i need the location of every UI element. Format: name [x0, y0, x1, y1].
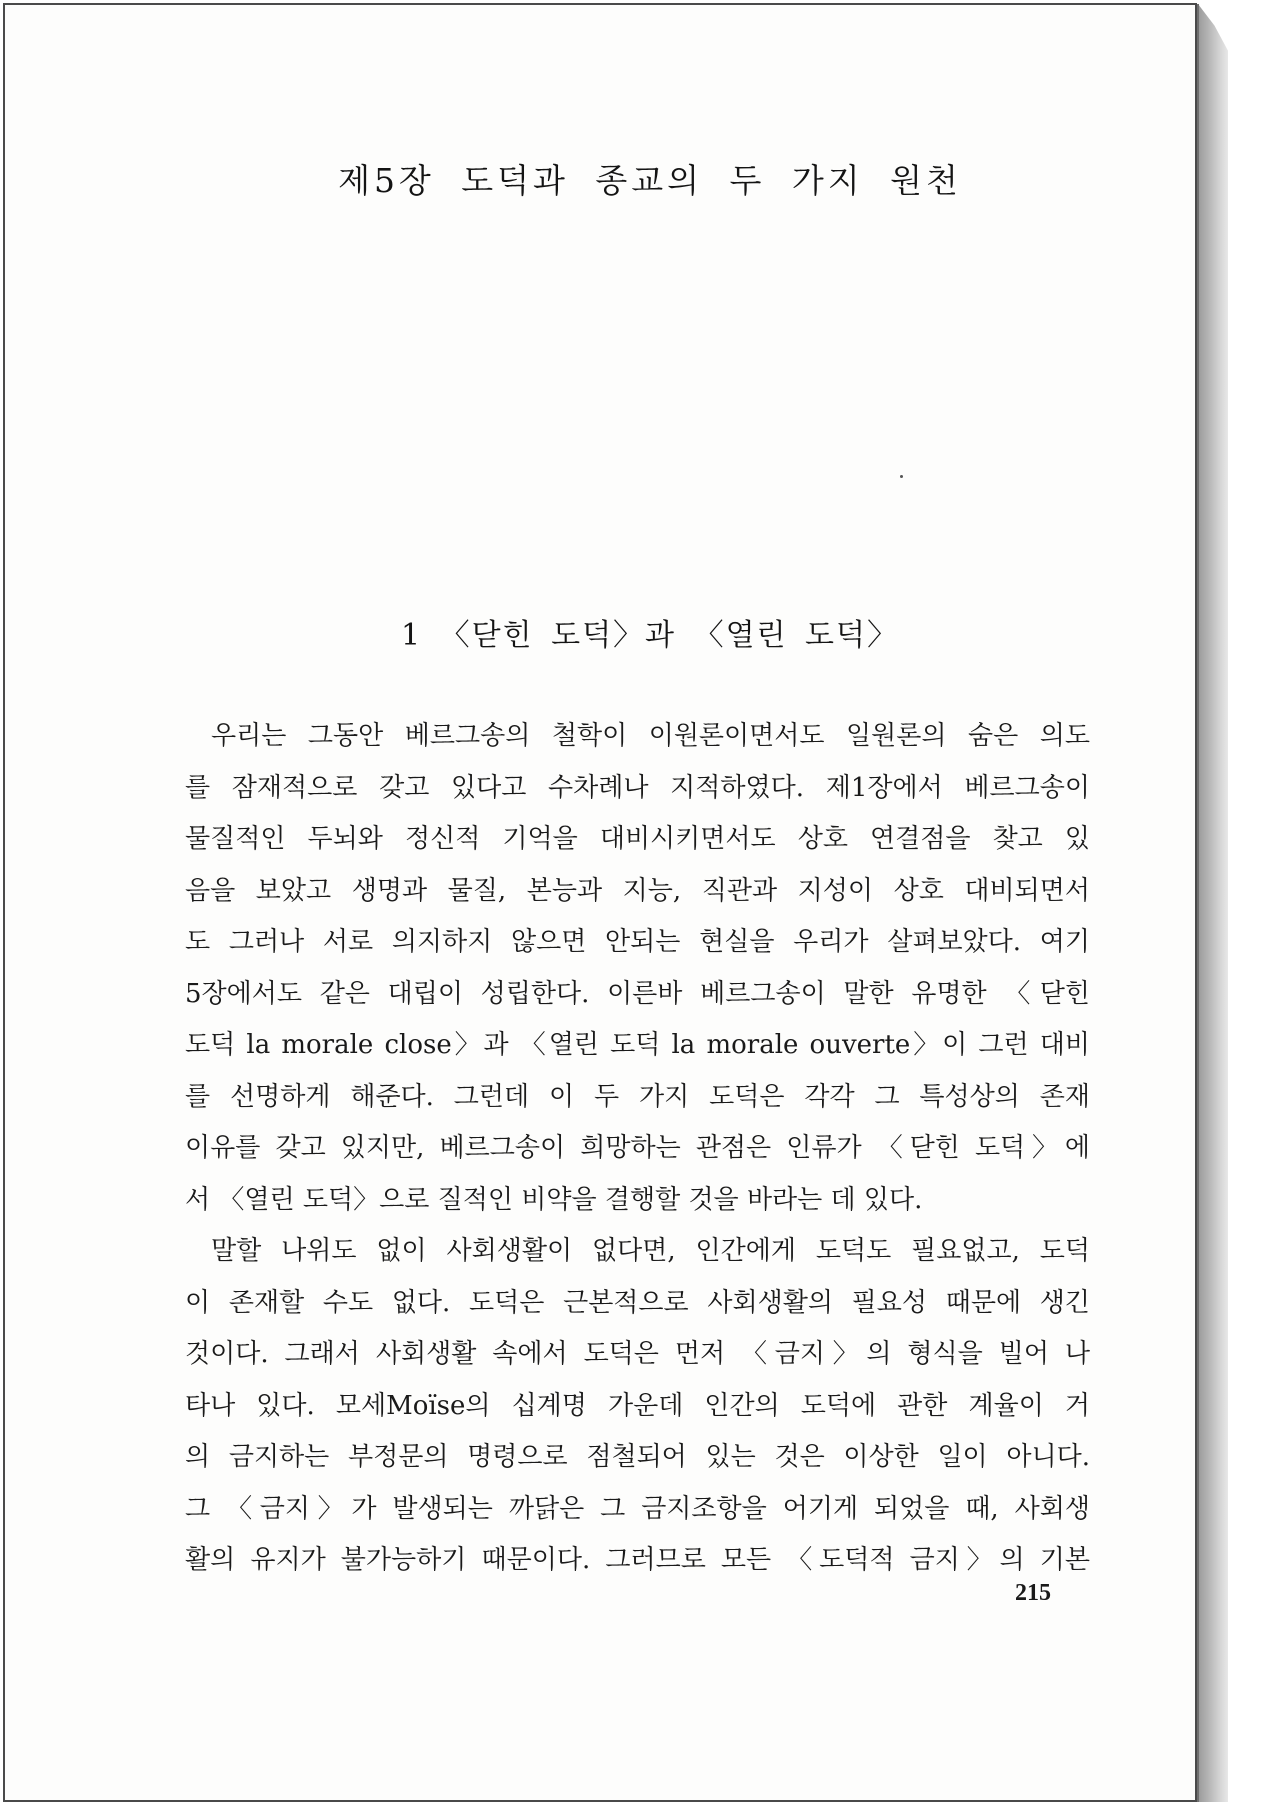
paragraph-1-line-6: 5장에서도 같은 대립이 성립한다. 이른바 베르그송이 말한 유명한 〈닫힌	[185, 978, 1090, 1009]
paragraph-2-line-6: 그 〈금지〉가 발생되는 까닭은 그 금지조항을 어기게 되었을 때, 사회생	[185, 1493, 1090, 1524]
paragraph-1-line-2: 를 잠재적으로 갖고 있다고 수차례나 지적하였다. 제1장에서 베르그송이	[185, 772, 1090, 803]
paragraph-1-line-4: 음을 보았고 생명과 물질, 본능과 지능, 직관과 지성이 상호 대비되면서	[185, 875, 1090, 906]
paragraph-1-line-5: 도 그러나 서로 의지하지 않으면 안되는 현실을 우리가 살펴보았다. 여기	[185, 927, 1090, 957]
paragraph-1-line-8: 를 선명하게 해준다. 그런데 이 두 가지 도덕은 각각 그 특성상의 존재	[185, 1081, 1090, 1112]
stray-ink-dot	[900, 475, 903, 478]
paragraph-2-line-7: 활의 유지가 불가능하기 때문이다. 그러므로 모든 〈도덕적 금지〉의 기본	[185, 1545, 1090, 1575]
paragraph-1-line-3: 물질적인 두뇌와 정신적 기억을 대비시키면서도 상호 연결점을 찾고 있	[185, 824, 1090, 854]
section-title: 1 〈닫힌 도덕〉과 〈열린 도덕〉	[400, 618, 900, 653]
chapter-title: 제5장 도덕과 종교의 두 가지 원천	[338, 161, 962, 200]
book-page	[3, 3, 1197, 1802]
paragraph-2-line-1: 말할 나위도 없이 사회생활이 없다면, 인간에게 도덕도 필요없고, 도덕	[211, 1236, 1090, 1266]
paragraph-1-line-1: 우리는 그동안 베르그송의 철학이 이원론이면서도 일원론의 숨은 의도	[211, 721, 1090, 751]
page-stack-edge	[1198, 4, 1228, 1802]
paragraph-1-line-7: 도덕 la morale close〉과 〈열린 도덕 la morale ouverte〉이 그런 대비	[185, 1030, 1090, 1060]
paragraph-2-line-2: 이 존재할 수도 없다. 도덕은 근본적으로 사회생활의 필요성 때문에 생긴	[185, 1287, 1090, 1318]
paragraph-2-line-5: 의 금지하는 부정문의 명령으로 점철되어 있는 것은 이상한 일이 아니다.	[185, 1442, 1090, 1472]
page-number: 215	[1015, 1580, 1051, 1606]
paragraph-1-line-10: 서 〈열린 도덕〉으로 질적인 비약을 결행할 것을 바라는 데 있다.	[185, 1184, 923, 1215]
paragraph-2-line-3: 것이다. 그래서 사회생활 속에서 도덕은 먼저 〈금지〉의 형식을 빌어 나	[185, 1339, 1090, 1369]
paragraph-1-line-9: 이유를 갖고 있지만, 베르그송이 희망하는 관점은 인류가 〈닫힌 도덕〉에	[185, 1133, 1090, 1163]
body-text	[185, 711, 1090, 1587]
paragraph-2-line-4: 타나 있다. 모세Moïse의 십계명 가운데 인간의 도덕에 관한 계율이 거	[185, 1390, 1090, 1421]
